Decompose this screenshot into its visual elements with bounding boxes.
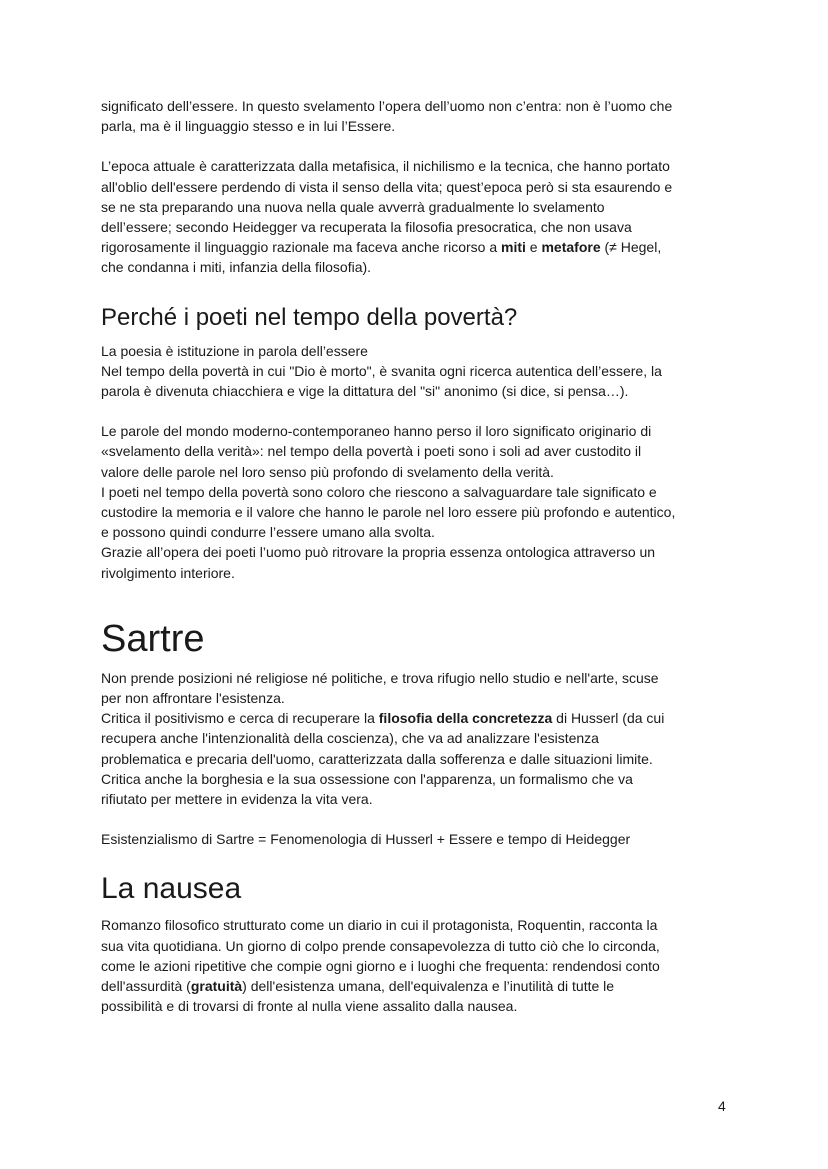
text-line: che condanna i miti, infanzia della filosofia).: [101, 259, 372, 276]
text-line: Esistenzialismo di Sartre = Fenomenologia di Husserl + Essere e tempo di Heidegger: [101, 831, 631, 848]
intro-paragraph-2: [101, 156, 741, 277]
text-line: «svelamento della verità»: nel tempo della povertà i poeti sono i soli ad aver custodito il: [101, 443, 642, 460]
text-line: parla, ma è il linguaggio stesso e in lui l’Essere.: [101, 118, 396, 135]
text-line: Critica il positivismo e cerca di recuperare la: [101, 710, 379, 727]
text-line: Grazie all’opera dei poeti l’uomo può ritrovare la propria essenza ontologica attraverso un: [101, 544, 656, 561]
text-line: come le azioni ripetitive che compie ogni giorno e i luoghi che frequenta: rendendosi conto: [101, 957, 660, 974]
text-line: recupera anche l'intenzionalità della coscienza), che va ad analizzare l'esistenza: [101, 730, 599, 747]
text-line: La poesia è istituzione in parola dell’essere: [101, 342, 368, 359]
text-fragment: di Husserl (da cui: [552, 710, 665, 727]
bold-term-metafore: metafore: [541, 239, 601, 256]
sartre-equation: [101, 829, 741, 849]
text-line: rifiutato per mettere in evidenza la vita vera.: [101, 791, 373, 808]
text-line: per non affrontare l'esistenza.: [101, 690, 285, 707]
text-line: e possono quindi condurre l’essere umano alla svolta.: [101, 524, 435, 541]
text-line: se ne sta preparando una nuova nella quale avverrà gradualmente lo svelamento: [101, 198, 605, 215]
text-line: parola è divenuta chiacchiera e vige la dittatura del "si" anonimo (si dice, si pensa…).: [101, 383, 629, 400]
bold-term-miti: miti: [501, 239, 526, 256]
text-line: I poeti nel tempo della povertà sono coloro che riescono a salvaguardare tale significato e: [101, 483, 657, 500]
heading-sartre: Sartre: [101, 617, 205, 660]
poeti-paragraph-1: [101, 341, 741, 402]
text-line: sua vita quotidiana. Un giorno di colpo prende consapevolezza di tutto ciò che lo circonda,: [101, 937, 660, 954]
text-line: rivolgimento interiore.: [101, 564, 235, 581]
heading-nausea: La nausea: [101, 872, 242, 906]
text-fragment: (≠ Hegel,: [600, 239, 662, 256]
bold-term-concretezza: filosofia della concretezza: [378, 710, 553, 727]
page-number: 4: [718, 1098, 726, 1114]
text-line: dell’essere; secondo Heidegger va recuperata la filosofia presocratica, che non usava: [101, 219, 632, 236]
text-fragment: ) dell'esistenza umana, dell'equivalenza e l’inutilità di tutte le: [242, 978, 615, 995]
text-line: Nel tempo della povertà in cui "Dio è morto", è svanita ogni ricerca autentica dell’essere, la: [101, 362, 662, 379]
sartre-paragraph-1: [101, 668, 741, 809]
text-line: all'oblio dell'essere perdendo di vista il senso della vita; quest’epoca però si sta esaurendo e: [101, 178, 673, 195]
text-line: dell'assurdità (: [101, 978, 191, 995]
text-line: L’epoca attuale è caratterizzata dalla metafisica, il nichilismo e la tecnica, che hanno portato: [101, 158, 670, 175]
text-line: valore delle parole nel loro senso più profondo di svelamento della verità.: [101, 463, 554, 480]
text-line: possibilità e di trovarsi di fronte al nulla viene assalito dalla nausea.: [101, 998, 518, 1015]
text-line: significato dell’essere. In questo svelamento l’opera dell’uomo non c’entra: non è l’uomo che: [101, 98, 673, 114]
intro-paragraph-1: [101, 96, 741, 136]
text-line: Romanzo filosofico strutturato come un diario in cui il protagonista, Roquentin, racconta la: [101, 917, 658, 934]
text-line: rigorosamente il linguaggio razionale ma faceva anche ricorso a: [101, 239, 501, 256]
text-line: custodire la memoria e il valore che hanno le parole nel loro essere più profondo e autentico,: [101, 504, 676, 521]
poeti-paragraph-2: [101, 421, 741, 583]
bold-term-gratuita: gratuità: [190, 978, 243, 995]
text-line: Le parole del mondo moderno-contemporaneo hanno perso il loro significato originario di: [101, 423, 652, 440]
heading-poeti: Perché i poeti nel tempo della povertà?: [101, 303, 518, 331]
text-fragment: e: [525, 239, 542, 256]
text-line: Critica anche la borghesia e la sua ossessione con l'apparenza, un formalismo che va: [101, 770, 633, 787]
text-line: problematica e precaria dell'uomo, caratterizzata dalla sofferenza e dalle situazioni limite.: [101, 750, 653, 767]
nausea-paragraph-1: [101, 915, 741, 1016]
document-page: [101, 96, 741, 1017]
text-line: Non prende posizioni né religiose né politiche, e trova rifugio nello studio e nell'arte, scuse: [101, 669, 659, 686]
